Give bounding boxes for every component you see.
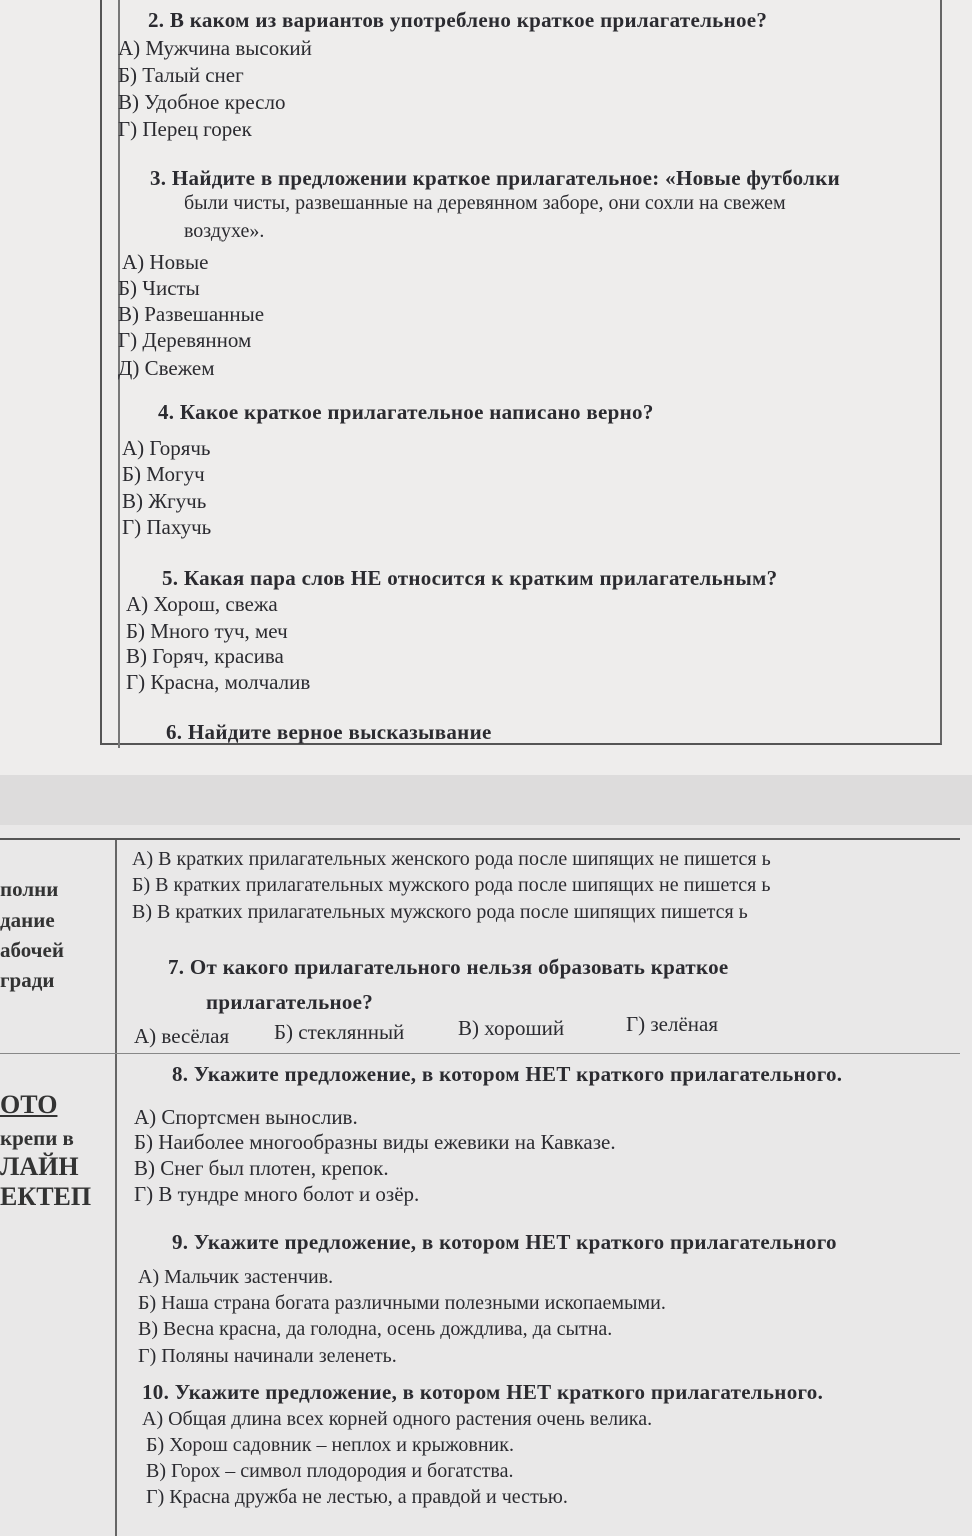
question-7-title-line1: 7. От какого прилагательного нельзя образовать краткое: [168, 955, 729, 979]
side-text-1: полни: [0, 877, 59, 901]
side-text-2: дание: [0, 908, 55, 932]
question-5-title: 5. Какая пара слов НЕ относится к кратким прилагательным?: [162, 566, 778, 590]
question-6-title: 6. Найдите верное высказывание: [166, 720, 492, 744]
side-text-6: крепи в: [0, 1126, 74, 1150]
side-text-3: абочей: [0, 938, 64, 962]
q2-option-d: Г) Перец горек: [118, 117, 252, 141]
q5-option-d: Г) Красна, молчалив: [126, 670, 311, 694]
q2-option-b: Б) Талый снег: [118, 63, 244, 87]
q3-option-e: Д) Свежем: [118, 356, 215, 380]
side-text-7: ЛАЙН: [0, 1152, 79, 1181]
q8-option-c: В) Снег был плотен, крепок.: [134, 1156, 389, 1180]
page-gap: [0, 775, 972, 825]
q4-option-b: Б) Могуч: [122, 462, 205, 486]
q10-option-a: А) Общая длина всех корней одного растения очень велика.: [142, 1408, 653, 1430]
bottom-table-row-border: [0, 1053, 960, 1054]
question-7-title-line2: прилагательное?: [206, 990, 374, 1014]
question-8-title: 8. Укажите предложение, в котором НЕТ краткого прилагательного.: [172, 1062, 843, 1086]
q10-option-d: Г) Красна дружба не лестью, а правдой и честью.: [146, 1486, 568, 1508]
q3-option-b: Б) Чисты: [118, 276, 200, 300]
q9-option-a: А) Мальчик застенчив.: [138, 1266, 334, 1288]
bottom-table-column-border: [115, 840, 117, 1536]
q7-option-a: А) весёлая: [134, 1024, 230, 1048]
q4-option-a: А) Горячь: [122, 436, 211, 460]
q3-option-d: Г) Деревянном: [118, 328, 252, 352]
q7-option-b: Б) стеклянный: [274, 1020, 405, 1044]
q6-option-c: В) В кратких прилагательных мужского рода после шипящих пишется ь: [132, 901, 748, 923]
q2-option-a: А) Мужчина высокий: [118, 36, 312, 60]
q9-option-b: Б) Наша страна богата различными полезными ископаемыми.: [138, 1292, 666, 1314]
q4-option-c: В) Жгучь: [122, 489, 207, 513]
q10-option-b: Б) Хорош садовник – неплох и крыжовник.: [146, 1434, 514, 1456]
q3-option-a: А) Новые: [122, 250, 209, 274]
question-9-title: 9. Укажите предложение, в котором НЕТ краткого прилагательного: [172, 1230, 837, 1254]
q8-option-a: А) Спортсмен вынослив.: [134, 1105, 358, 1129]
q7-option-d: Г) зелёная: [626, 1012, 719, 1036]
q8-option-d: Г) В тундре много болот и озёр.: [134, 1182, 420, 1206]
q6-option-b: Б) В кратких прилагательных мужского рода после шипящих не пишется ь: [132, 874, 771, 896]
q4-option-d: Г) Пахучь: [122, 515, 212, 539]
side-text-8: ЕКТЕП: [0, 1182, 92, 1211]
q7-option-c: В) хороший: [458, 1016, 565, 1040]
question-3-title-line3: воздухе».: [184, 220, 265, 242]
q6-option-a: А) В кратких прилагательных женского рода после шипящих не пишется ь: [132, 848, 771, 870]
q9-option-d: Г) Поляны начинали зеленеть.: [138, 1345, 397, 1367]
q5-option-b: Б) Много туч, меч: [126, 619, 288, 643]
q3-option-c: В) Развешанные: [118, 302, 265, 326]
question-3-title-line2: были чисты, развешанные на деревянном заборе, они сохли на свежем: [184, 192, 786, 214]
q8-option-b: Б) Наиболее многообразны виды ежевики на Кавказе.: [134, 1130, 616, 1154]
q10-option-c: В) Горох – символ плодородия и богатства.: [146, 1460, 514, 1482]
q5-option-a: А) Хорош, свежа: [126, 592, 278, 616]
question-10-title: 10. Укажите предложение, в котором НЕТ краткого прилагательного.: [142, 1380, 824, 1404]
q2-option-c: В) Удобное кресло: [118, 90, 286, 114]
question-3-title-line1: 3. Найдите в предложении краткое прилагательное: «Новые футболки: [150, 166, 841, 190]
question-2-title: 2. В каком из вариантов употреблено краткое прилагательное?: [148, 8, 768, 32]
q5-option-c: В) Горяч, красива: [126, 644, 284, 668]
q9-option-c: В) Весна красна, да голодна, осень дождлива, да сытна.: [138, 1318, 613, 1340]
question-4-title: 4. Какое краткое прилагательное написано верно?: [158, 400, 654, 424]
side-text-4: гради: [0, 968, 55, 992]
side-text-5: ОТО: [0, 1090, 58, 1119]
